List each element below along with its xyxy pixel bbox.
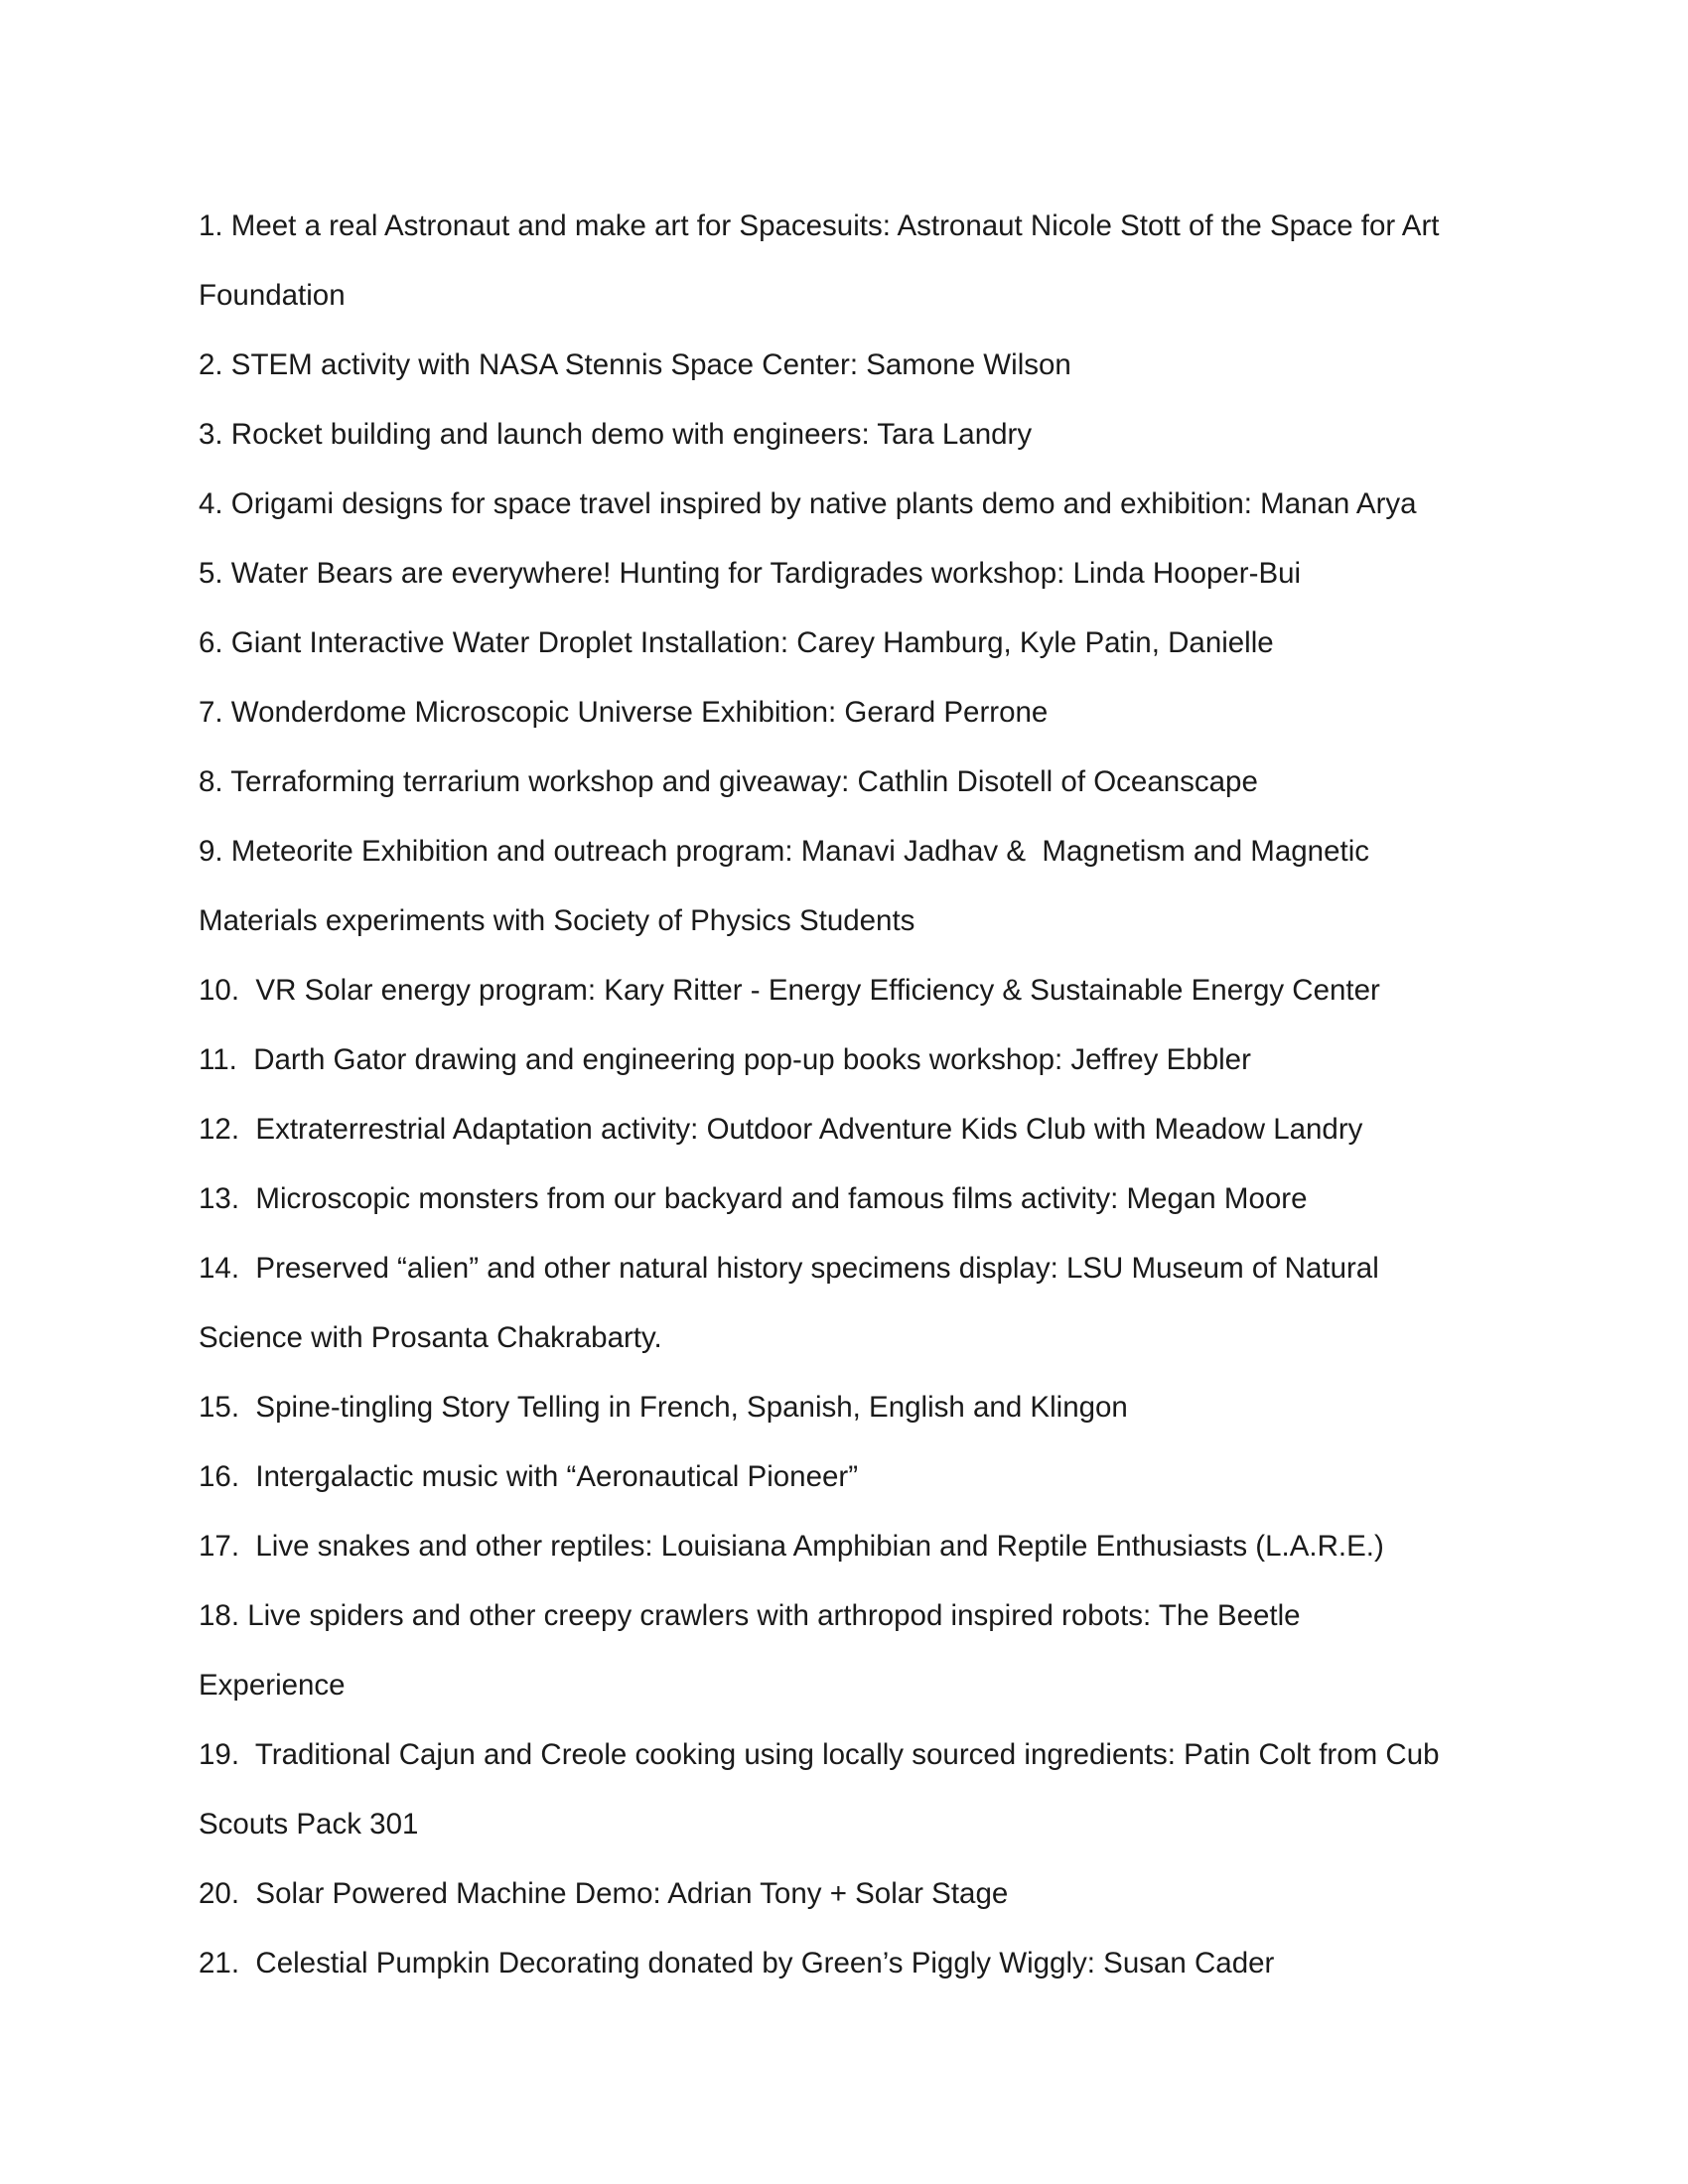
list-item-line: 5. Water Bears are everywhere! Hunting for Tardigrades workshop: Linda Hooper-Bui bbox=[199, 557, 1302, 590]
list-item-line: 18. Live spiders and other creepy crawlers with arthropod inspired robots: The Beetle bbox=[199, 1599, 1301, 1632]
list-item bbox=[199, 331, 1509, 400]
list-item bbox=[199, 470, 1509, 539]
list-item-line: 11. Darth Gator drawing and engineering pop-up books workshop: Jeffrey Ebbler bbox=[199, 1043, 1251, 1076]
list-item-line: Scouts Pack 301 bbox=[199, 1808, 419, 1841]
list-item-line: Materials experiments with Society of Physics Students bbox=[199, 904, 915, 937]
activity-list bbox=[199, 192, 1509, 1998]
list-item-line: 10. VR Solar energy program: Kary Ritter - Energy Efficiency & Sustainable Energy Center bbox=[199, 974, 1380, 1007]
list-item bbox=[199, 956, 1509, 1025]
list-item bbox=[199, 400, 1509, 470]
list-item bbox=[199, 1720, 1509, 1859]
list-item-line: 13. Microscopic monsters from our backyard and famous films activity: Megan Moore bbox=[199, 1182, 1308, 1215]
list-item-line: 4. Origami designs for space travel inspired by native plants demo and exhibition: Manan Arya bbox=[199, 487, 1417, 520]
list-item-line: 15. Spine-tingling Story Telling in French, Spanish, English and Klingon bbox=[199, 1391, 1128, 1424]
list-item bbox=[199, 1581, 1509, 1720]
list-item bbox=[199, 817, 1509, 956]
list-item-line: 7. Wonderdome Microscopic Universe Exhibition: Gerard Perrone bbox=[199, 696, 1049, 729]
list-item bbox=[199, 192, 1509, 331]
list-item-line: 12. Extraterrestrial Adaptation activity: Outdoor Adventure Kids Club with Meadow Landry bbox=[199, 1113, 1363, 1146]
list-item-line: Experience bbox=[199, 1669, 346, 1702]
list-item-line: 14. Preserved “alien” and other natural history specimens display: LSU Museum of Natural bbox=[199, 1252, 1379, 1285]
list-item bbox=[199, 609, 1509, 678]
list-item bbox=[199, 748, 1509, 817]
list-item bbox=[199, 678, 1509, 748]
list-item bbox=[199, 1025, 1509, 1095]
list-item-line: 2. STEM activity with NASA Stennis Space Center: Samone Wilson bbox=[199, 348, 1071, 381]
list-item bbox=[199, 1164, 1509, 1234]
list-item-line: 1. Meet a real Astronaut and make art for Spacesuits: Astronaut Nicole Stott of the Space for Art bbox=[199, 209, 1440, 242]
list-item bbox=[199, 1095, 1509, 1164]
list-item bbox=[199, 1234, 1509, 1373]
list-item-line: Science with Prosanta Chakrabarty. bbox=[199, 1321, 662, 1354]
list-item-line: 6. Giant Interactive Water Droplet Installation: Carey Hamburg, Kyle Patin, Danielle bbox=[199, 626, 1274, 659]
list-item bbox=[199, 1442, 1509, 1512]
list-item bbox=[199, 1929, 1509, 1998]
list-item bbox=[199, 1373, 1509, 1442]
list-item bbox=[199, 1512, 1509, 1581]
list-item-line: 19. Traditional Cajun and Creole cooking using locally sourced ingredients: Patin Colt from Cub bbox=[199, 1738, 1440, 1771]
list-item-line: 17. Live snakes and other reptiles: Louisiana Amphibian and Reptile Enthusiasts (L.A.R.E.) bbox=[199, 1530, 1384, 1563]
list-item-line: Foundation bbox=[199, 279, 346, 312]
list-item-line: 16. Intergalactic music with “Aeronautical Pioneer” bbox=[199, 1460, 859, 1493]
list-item-line: 21. Celestial Pumpkin Decorating donated by Green’s Piggly Wiggly: Susan Cader bbox=[199, 1947, 1275, 1979]
list-item bbox=[199, 539, 1509, 609]
list-item-line: 3. Rocket building and launch demo with engineers: Tara Landry bbox=[199, 418, 1033, 451]
list-item bbox=[199, 1859, 1509, 1929]
list-item-line: 8. Terraforming terrarium workshop and giveaway: Cathlin Disotell of Oceanscape bbox=[199, 765, 1258, 798]
list-item-line: 20. Solar Powered Machine Demo: Adrian Tony + Solar Stage bbox=[199, 1877, 1009, 1910]
list-item-line: 9. Meteorite Exhibition and outreach program: Manavi Jadhav & Magnetism and Magnetic bbox=[199, 835, 1369, 868]
